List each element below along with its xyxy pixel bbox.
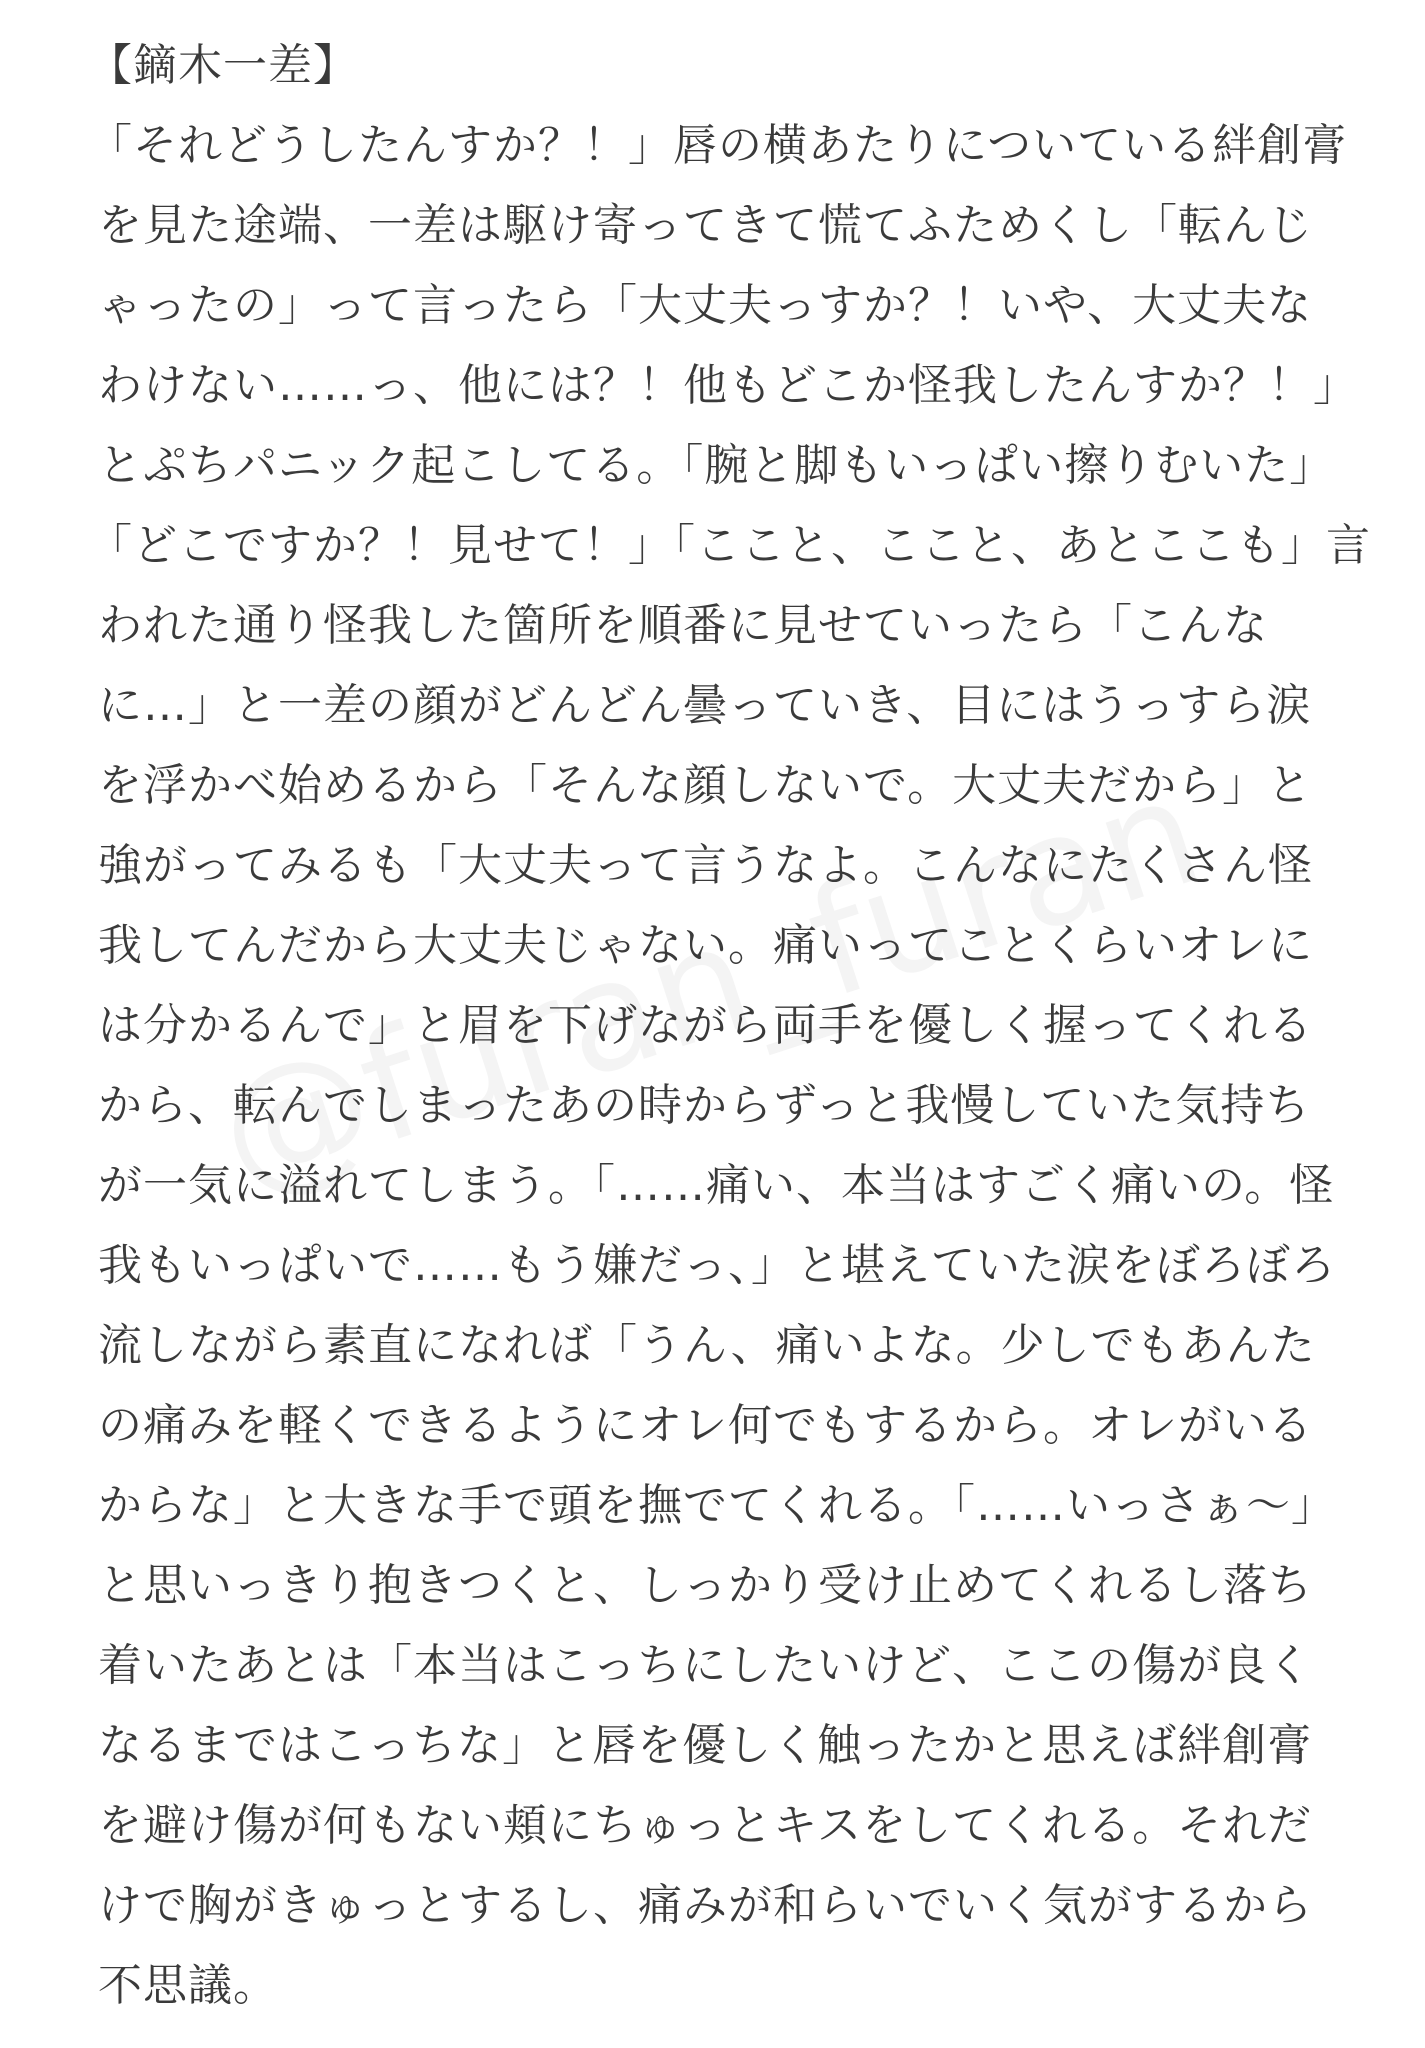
text-line: けで胸がきゅっとするし、痛みが和らいでいく気がするから [98,1880,1313,1931]
text-line: 不思議。 [98,1960,278,2011]
text-line: と思いっきり抱きつくと、しっかり受け止めてくれるし落ち [98,1560,1313,1611]
text-line: 我もいっぱいで……もう嫌だっ、」と堪えていた涙をぼろぼろ [98,1240,1336,1291]
text-line: 着いたあとは「本当はこっちにしたいけど、ここの傷が良く [98,1640,1313,1691]
text-line: ゃったの」って言ったら「大丈夫っすか？！いや、大丈夫な [98,280,1313,331]
text-line: に…」と一差の顔がどんどん曇っていき、目にはうっすら涙 [98,680,1312,731]
text-line: 我してんだから大丈夫じゃない。痛いってことくらいオレに [98,920,1313,971]
text-line: を浮かべ始めるから「そんな顔しないで。大丈夫だから」と [98,760,1313,811]
text-line: 「どこですか？！見せて！」「ここと、ここと、あとここも」言 [88,520,1371,571]
text-body [88,26,1378,2026]
text-line: とぷちパニック起こしてる。「腕と脚もいっぱい擦りむいた」 [98,440,1335,491]
text-line: からな」と大きな手で頭を撫でてくれる。「……いっさぁ〜」 [98,1480,1336,1531]
heading-line: 【鏑木一差】 [88,40,358,91]
text-line: は分かるんで」と眉を下げながら両手を優しく握ってくれる [98,1000,1313,1051]
text-line: なるまではこっちな」と唇を優しく触ったかと思えば絆創膏 [98,1720,1313,1771]
text-line: 「それどうしたんすか？！」唇の横あたりについている絆創膏 [88,120,1348,171]
text-line: 流しながら素直になれば「うん、痛いよな。少しでもあんた [98,1320,1316,1371]
text-line: から、転んでしまったあの時からずっと我慢していた気持ち [98,1080,1311,1131]
text-line: が一気に溢れてしまう。「……痛い、本当はすごく痛いの。怪 [98,1160,1335,1211]
text-line: を避け傷が何もない頬にちゅっとキスをしてくれる。それだ [98,1800,1313,1851]
text-line: 強がってみるも「大丈夫って言うなよ。こんなにたくさん怪 [98,840,1313,891]
text-line: わけない……っ、他には？！他もどこか怪我したんすか？！」 [98,360,1358,411]
text-line: を見た途端、一差は駆け寄ってきて慌てふためくし「転んじ [98,200,1313,251]
text-line: われた通り怪我した箇所を順番に見せていったら「こんな [98,600,1268,651]
text-line: の痛みを軽くできるようにオレ何でもするから。オレがいる [98,1400,1313,1451]
